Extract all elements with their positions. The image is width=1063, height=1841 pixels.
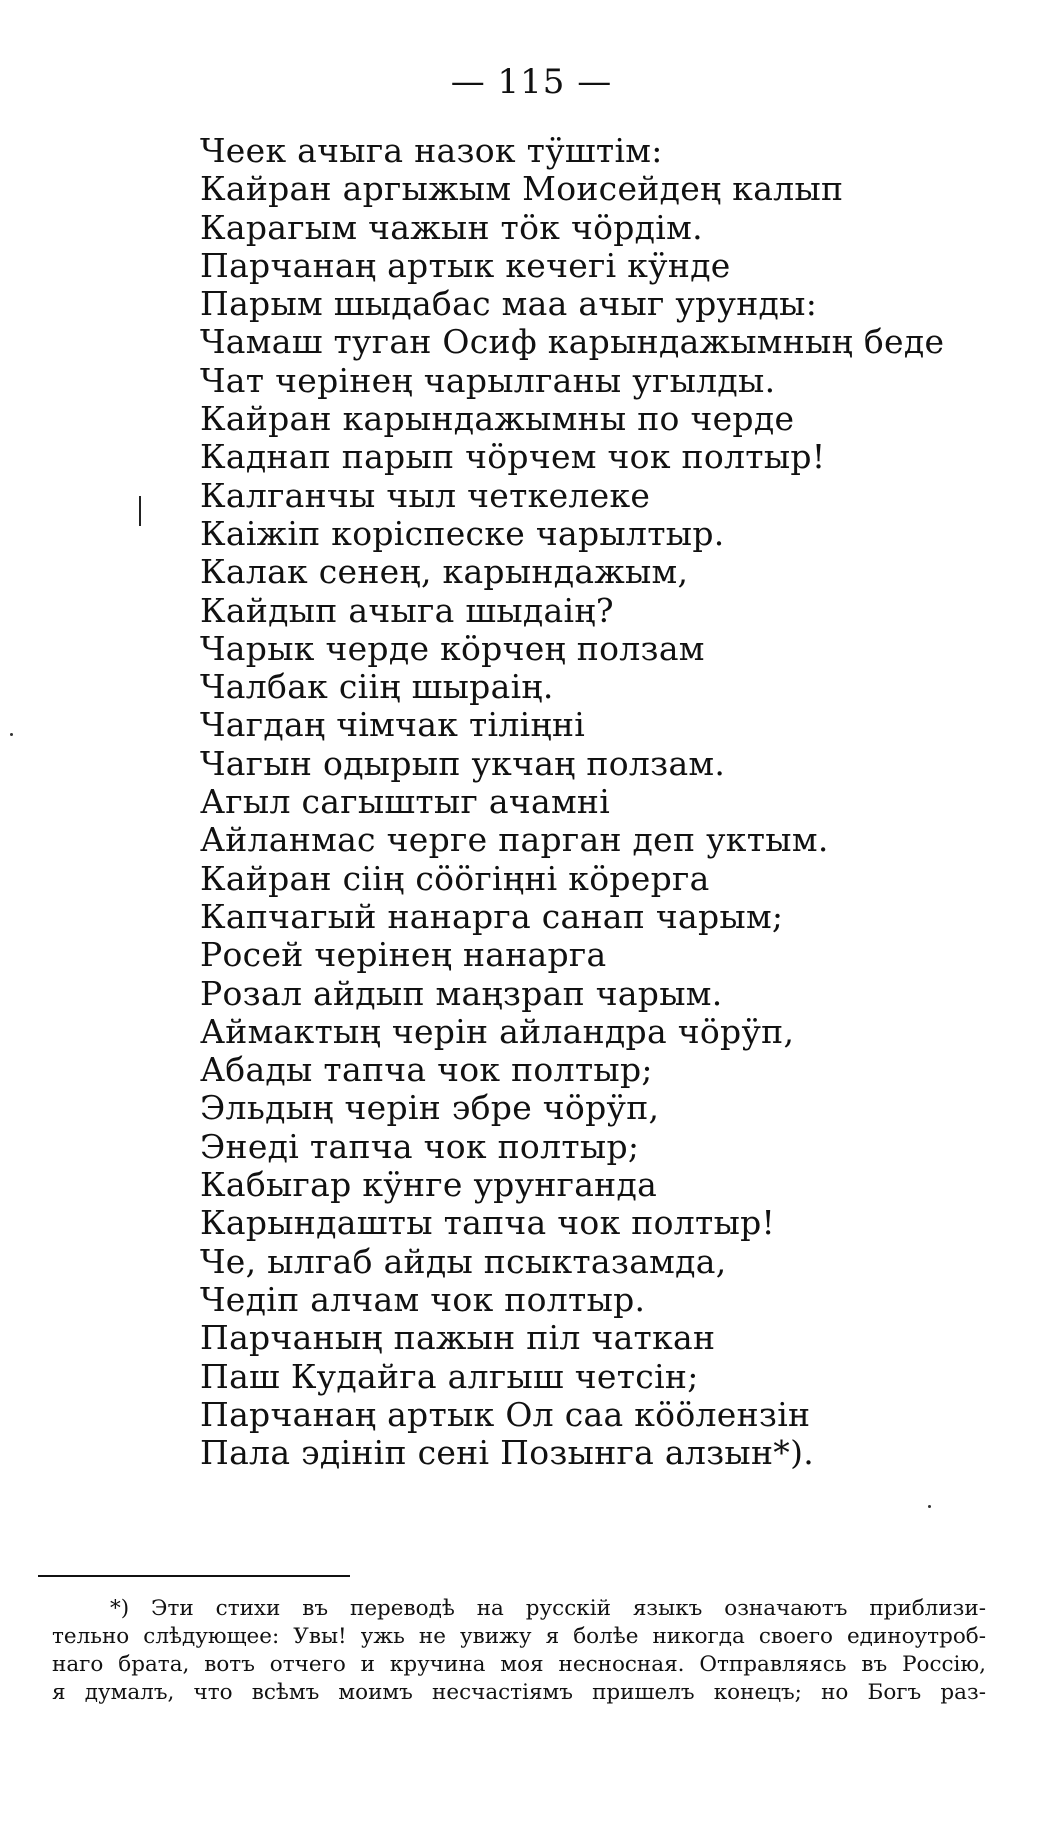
poem-line: Парчанаң артык кечегі кӱнде [200,245,731,285]
poem-line: Чарык черде кӧрчең ползам [200,628,705,668]
poem-line: Айланмас черге парган деп уктым. [200,820,829,860]
poem-line: Росей черінең нанарга [200,935,607,975]
poem-line: Карындашты тапча чок полтыр! [200,1203,776,1243]
poem-line: Пала эдініп сені Позынга алзын*). [200,1433,815,1473]
poem-line: Чеек ачыга назок тӱштім: [200,131,663,170]
poem-line: Калак сенең, карындажым, [200,552,689,592]
footnote [52,1595,986,1707]
poem-line: Каднап парып чӧрчем чок полтыр! [200,437,826,477]
poem-line: Капчагый нанарга санап чарым; [200,896,784,936]
poem-line: Агыл сагыштыг ачамні [200,782,611,822]
poem-line: Чедіп алчам чок полтыр. [200,1279,646,1319]
speck-mark [10,733,13,736]
poem-line: Паш Кудайга алгыш четсін; [200,1356,699,1396]
poem-line: Чат черінең чарылганы угылды. [200,360,776,400]
footnote-line: наго брата, вотъ отчего и кручина моя несносная. Отправляясь въ Россію, [52,1652,986,1677]
poem-line: Абады тапча чок полтыр; [200,1050,653,1090]
poem-line: Карагым чажын тӧк чӧрдім. [200,207,703,247]
margin-mark [139,496,141,526]
poem-line: Каіжіп коріспеске чарылтыр. [200,513,725,553]
poem-line: Аймактың черін айландра чӧрӱп, [200,1011,795,1051]
page-number: — 115 — [450,62,613,102]
poem-line: Кабыгар кӱнге урунганда [200,1165,658,1205]
footnote-line: *) Эти стихи въ переводѣ на русскій языкъ означаютъ приблизи- [110,1596,986,1621]
poem-line: Кайдып ачыга шыдаің? [200,590,614,630]
poem-line: Розал айдып маңзрап чарым. [200,973,723,1013]
poem-line: Че, ылгаб айды псыктазамда, [200,1241,727,1281]
poem-line: Парым шыдабас маа ачыг урунды: [200,284,818,324]
poem-line: Чамаш туган Осиф карындажымның беде [200,322,945,362]
poem-line: Энеді тапча чок полтыр; [200,1126,640,1166]
poem-line: Кайран аргыжым Моисейдең калып [200,169,844,209]
poem-line: Парчаның пажын піл чаткан [200,1318,716,1358]
footnote-rule [38,1575,350,1577]
footnote-line: я думалъ, что всѣмъ моимъ несчастіямъ пришелъ конецъ; но Богъ раз- [52,1680,986,1705]
footnote-line: тельно слѣдующее: Увы! ужь не увижу я болѣе никогда своего единоутроб- [52,1624,986,1649]
poem-line: Кайран сіің сӧӧгіңні кӧрерга [200,858,710,898]
poem-line: Чагын одырып укчаң ползам. [200,743,726,783]
poem-line: Парчанаң артык Ол саа кӧӧлензін [200,1394,811,1434]
poem-line: Кайран карындажымны по черде [200,399,795,439]
poem-line: Эльдың черін эбре чӧрӱп, [200,1088,660,1128]
speck-mark [928,1505,931,1508]
poem-line: Чагдаң чімчак тіліңні [200,705,586,745]
poem-line: Чалбак сіің шыраің. [200,667,554,707]
poem-line: Калганчы чыл четкелеке [200,475,651,515]
poem [200,131,945,1473]
